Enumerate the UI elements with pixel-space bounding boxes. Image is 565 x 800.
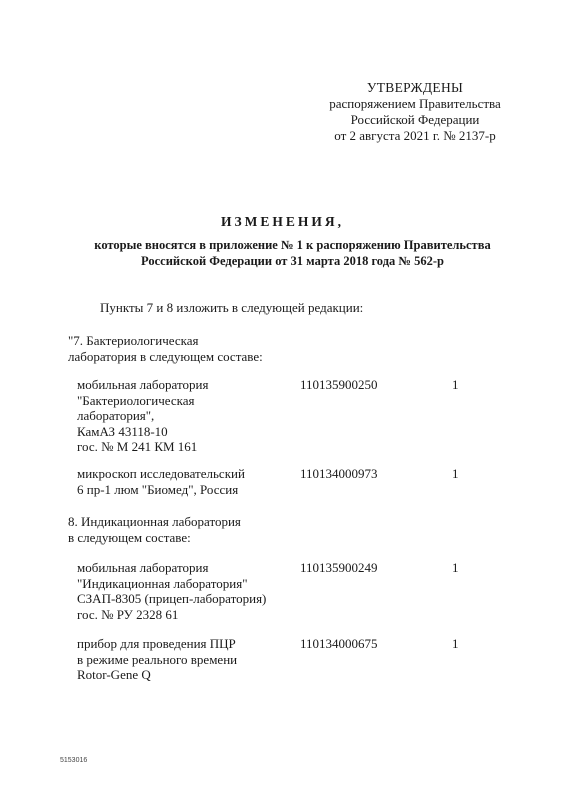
item-name	[77, 636, 292, 683]
document-code: 5153016	[60, 757, 88, 764]
approval-line-3: Российской Федерации	[350, 112, 480, 127]
item-name-line: 6 пр-1 люм "Биомед", Россия	[77, 481, 239, 497]
item-name-line: "Бактериологическая	[77, 392, 195, 408]
item-name-line: гос. № М 241 КМ 161	[77, 439, 198, 454]
item-quantity: 1	[452, 636, 459, 651]
item-name	[77, 560, 292, 622]
section-7-heading	[68, 333, 263, 365]
subtitle-line-2: Российской Федерации от 31 марта 2018 года № 562-р	[141, 254, 444, 268]
section-heading-line: "7. Бактериологическая	[68, 333, 199, 348]
section-8-heading	[68, 514, 241, 546]
item-code: 110134000675	[300, 636, 378, 651]
document-subtitle	[40, 237, 545, 269]
subtitle-line-1: которые вносятся в приложение № 1 к распоряжению Правительства	[94, 238, 491, 252]
item-name-line: микроскоп исследовательский	[77, 466, 245, 481]
item-name	[77, 466, 292, 497]
item-name-line: КамАЗ 43118-10	[77, 423, 168, 439]
list-item	[0, 636, 565, 706]
item-name-line: мобильная лаборатория	[77, 377, 209, 392]
item-quantity: 1	[452, 560, 459, 575]
approval-line-2: распоряжением Правительства	[329, 96, 501, 111]
item-quantity: 1	[452, 466, 459, 481]
item-name	[77, 377, 292, 455]
item-quantity: 1	[452, 377, 459, 392]
item-name-line: гос. № РУ 2328 61	[77, 606, 179, 622]
section-heading-line: лаборатория в следующем составе:	[68, 349, 263, 364]
item-code: 110135900250	[300, 377, 378, 392]
item-name-line: лаборатория",	[77, 408, 155, 423]
intro-paragraph: Пункты 7 и 8 изложить в следующей редакции:	[100, 300, 364, 315]
section-heading-line: 8. Индикационная лаборатория	[68, 514, 241, 529]
approval-line-4: от 2 августа 2021 г. № 2137-р	[334, 128, 496, 143]
item-name-line: в режиме реального времени	[77, 651, 238, 667]
document-title: ИЗМЕНЕНИЯ,	[220, 214, 344, 229]
item-name-line: Rotor-Gene Q	[77, 667, 151, 682]
list-item	[0, 560, 565, 630]
approval-block	[300, 80, 530, 144]
section-heading-line: в следующем составе:	[68, 530, 191, 545]
item-name-line: "Индикационная лаборатория"	[77, 575, 248, 591]
item-name-line: СЗАП-8305 (прицеп-лаборатория)	[77, 591, 267, 606]
item-name-line: прибор для проведения ПЦР	[77, 636, 236, 651]
item-name-line: мобильная лаборатория	[77, 560, 209, 575]
approval-heading: УТВЕРЖДЕНЫ	[366, 80, 464, 95]
list-item	[0, 377, 565, 454]
item-code: 110135900249	[300, 560, 378, 575]
item-code: 110134000973	[300, 466, 378, 481]
